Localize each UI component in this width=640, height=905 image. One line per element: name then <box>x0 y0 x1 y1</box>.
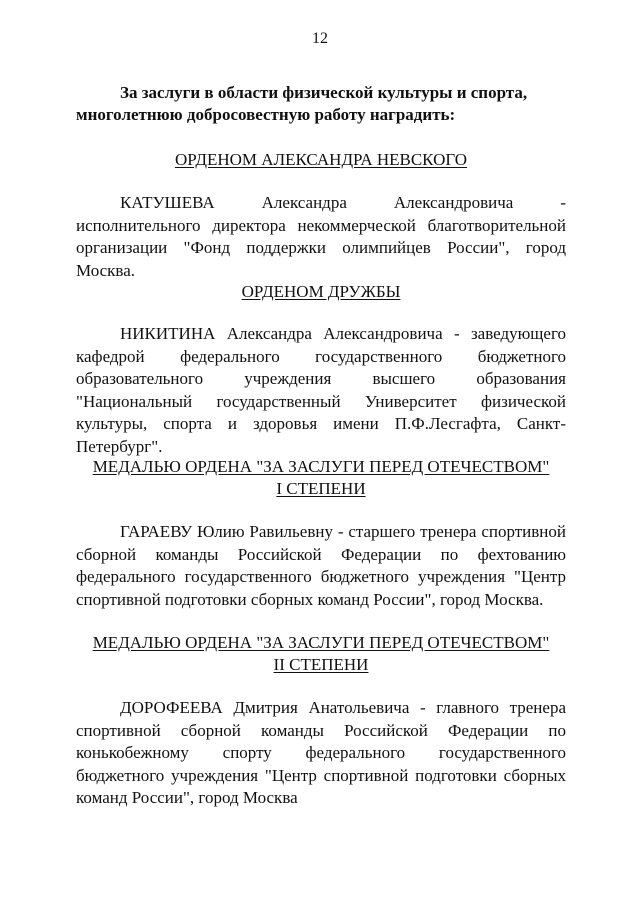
section-heading-line-1: ОРДЕНОМ ДРУЖБЫ <box>241 282 401 301</box>
award-intro-line-2: многолетнюю добросовестную работу наградить: <box>76 105 456 124</box>
section-heading-line-1: МЕДАЛЬЮ ОРДЕНА "ЗА ЗАСЛУГИ ПЕРЕД ОТЕЧЕСТВОМ" <box>92 457 550 476</box>
section-heading-order-of-friendship <box>76 281 566 303</box>
award-entry-garaeva: ГАРАЕВУ Юлию Равильевну - старшего тренера спортивной сборной команды Российской Федерации по фехтованию федерального государственного бюджетного учреждения "Центр спортивной подготовки сборных команд России", город Москва. <box>76 522 566 609</box>
section-heading-medal-first-degree <box>76 456 566 500</box>
section-heading-order-alexander-nevsky <box>76 149 566 171</box>
section-heading-medal-second-degree <box>76 632 566 676</box>
award-intro <box>76 82 566 126</box>
award-entry-dorofeev: ДОРОФЕЕВА Дмитрия Анатольевича - главного тренера спортивной сборной команды Российской Федерации по конькобежному спорту федерального государственного бюджетного учреждения "Центр спортивной подготовки сборных команд России", город Москва <box>76 698 566 807</box>
section-heading-line-1: МЕДАЛЬЮ ОРДЕНА "ЗА ЗАСЛУГИ ПЕРЕД ОТЕЧЕСТВОМ" <box>92 633 550 652</box>
page-number: 12 <box>312 30 328 47</box>
section-heading-line-2: II СТЕПЕНИ <box>273 655 369 674</box>
award-entry-katushev: КАТУШЕВА Александра Александровича - исполнительного директора некоммерческой благотворительной организации "Фонд поддержки олимпийцев России", город Москва. <box>76 193 566 280</box>
award-intro-line-1: За заслуги в области физической культуры и спорта, <box>120 83 528 102</box>
award-entry-nikitin: НИКИТИНА Александра Александровича - заведующего кафедрой федерального государственного бюджетного образовательного учреждения высшего образования "Национальный государственный Университет физической культуры, спорта и здоровья имени П.Ф.Лесгафта, Санкт-Петербург". <box>76 324 566 456</box>
section-heading-line-1: ОРДЕНОМ АЛЕКСАНДРА НЕВСКОГО <box>174 150 468 169</box>
section-heading-line-2: I СТЕПЕНИ <box>276 479 366 498</box>
